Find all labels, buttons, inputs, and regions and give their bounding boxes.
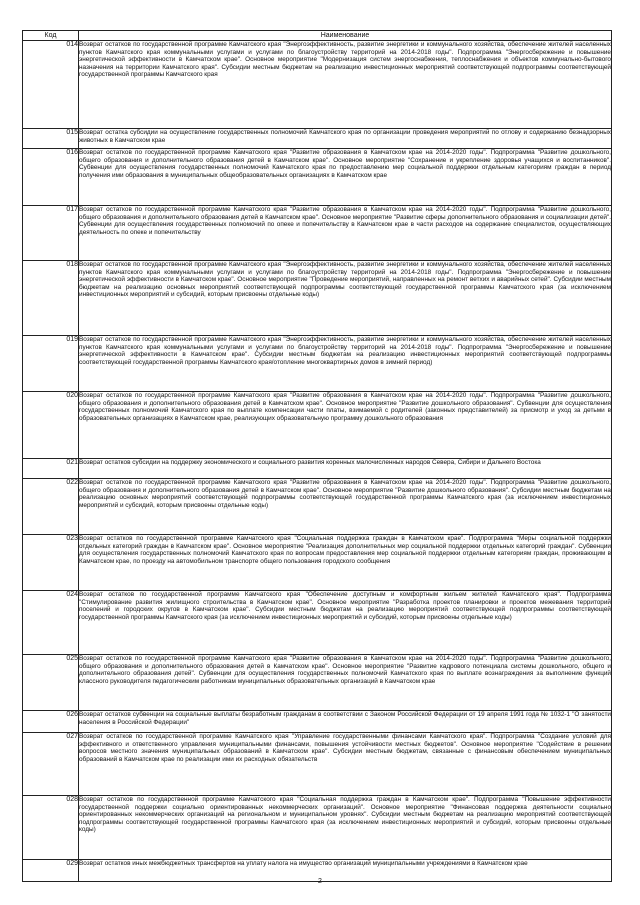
table-row	[23, 535, 612, 591]
row-description: Возврат остатков по государственной программе Камчатского края "Управление государственными финансами Камчатского края". Подпрограмма "Создание условий для эффективного и ответственного управления муниципальными финансами, повышения устойчивости местных бюджетов". Основное мероприятие "Содействие в решении вопросов местного значения муниципальных образований в Камчатском крае". Субсидии местным бюджетам, связанные с финансовым обеспечением муниципальных образований в Камчатском крае по реализации ими их расходных обязательств	[79, 733, 612, 796]
row-description: Возврат остатков по государственной программе Камчатского края "Развитие образования в Камчатском крае на 2014-2020 годы". Подпрограмма "Развитие дошкольного, общего образования и дополнительного образования детей в Камчатском крае". Основное мероприятие "Развитие дошкольного образования". Субсидии местным бюджетам на реализацию основных мероприятий соответствующей подпрограммы соответствующей государственной программы Камчатского края (за исключением инвестиционных мероприятий и субсидий, которым присвоены отдельные коды)	[79, 479, 612, 535]
row-description: Возврат остатков по государственной программе Камчатского края "Развитие образования в Камчатском крае на 2014-2020 годы". Подпрограмма "Развитие дошкольного, общего образования и дополнительного образования детей в Камчатском крае". Основное мероприятие "Развитие сферы дополнительного образования и социализации детей". Субвенции для осуществления государственных полномочий по опеке и попечительству в Камчатском крае в части расходов на содержание специалистов, осуществляющих деятельность по опеке и попечительству	[79, 206, 612, 261]
row-description: Возврат остатков по государственной программе Камчатского края "Энергоэффективность, развитие энергетики и коммунального хозяйства, обеспечение жителей населенных пунктов Камчатского края коммунальными услугами и услугами по благоустройству территорий на 2014-2018 годы". Подпрограмма "Энергосбережение и повышение энергетической эффективности в Камчатском крае". Основное мероприятие "Модернизация систем энергоснабжения, теплоснабжения и объектов коммунально-бытового назначения на территории Камчатского края". Субсидии местным бюджетам на реализацию инвестиционных мероприятий соответствующей подпрограммы соответствующей государственной программы Камчатского края	[79, 41, 612, 129]
row-code: 026	[23, 711, 79, 733]
table-row	[23, 711, 612, 733]
table-row	[23, 129, 612, 149]
row-description: Возврат остатков по государственной программе Камчатского края "Энергоэффективность, развитие энергетики и коммунального хозяйства, обеспечение жителей населенных пунктов Камчатского края коммунальными услугами и услугами по благоустройству территорий на 2014-2018 годы". Подпрограмма "Энергосбережение и повышение энергетической эффективности в Камчатском крае". Основное мероприятие "Проведение мероприятий, направленных на ремонт ветхих и аварийных сетей". Субсидии местным бюджетам на реализацию основных мероприятий соответствующей подпрограммы соответствующей государственной программы Камчатского края (за исключением инвестиционных мероприятий и субсидий, которым присвоены отдельные коды)	[79, 261, 612, 336]
table-row	[23, 149, 612, 206]
row-code: 016	[23, 149, 79, 206]
row-description: Возврат остатков по государственной программе Камчатского края "Развитие образования в Камчатском крае на 2014-2020 годы". Подпрограмма "Развитие дошкольного, общего образования и дополнительного образования детей в Камчатском крае". Основное мероприятие "Сохранение и укрепление здоровья учащихся и воспитанников". Субвенции для осуществления государственных полномочий Камчатского края по предоставлению мер социальной поддержки отдельным категориям граждан в период получения ими образования в муниципальных общеобразовательных организациях в Камчатском крае	[79, 149, 612, 206]
row-code: 029	[23, 860, 79, 882]
row-description: Возврат остатков субсидии на поддержку экономического и социального развития коренных малочисленных народов Севера, Сибири и Дальнего Востока	[79, 459, 612, 479]
row-code: 021	[23, 459, 79, 479]
row-description: Возврат остатков по государственной программе Камчатского края "Развитие образования в Камчатском крае на 2014-2020 годы". Подпрограмма "Развитие дошкольного, общего образования и дополнительного образования детей в Камчатском крае". Основное мероприятие "Развитие кадрового потенциала системы дошкольного, общего и дополнительного образования детей". Субвенции для осуществления государственных полномочий Камчатского края по выплате вознаграждения за выполнение функций классного руководителя педагогическим работникам муниципальных образовательных организаций в Камчатском крае	[79, 655, 612, 711]
row-description: Возврат остатков по государственной программе Камчатского края "Развитие образования в Камчатском крае на 2014-2020 годы". Подпрограмма "Развитие дошкольного, общего образования и дополнительного образования детей в Камчатском крае". Основное мероприятие "Развитие дошкольного образования". Субвенции для осуществления государственных полномочий Камчатского края по выплате компенсации части платы, взимаемой с родителей (законных представителей) за присмотр и уход за детьми в образовательных организациях в Камчатском крае, реализующих образовательную программу дошкольного образования	[79, 392, 612, 459]
row-code: 020	[23, 392, 79, 459]
row-code: 014	[23, 41, 79, 129]
row-code: 017	[23, 206, 79, 261]
row-description: Возврат остатков по государственной программе Камчатского края "Социальная поддержка граждан в Камчатском крае". Подпрограмма "Повышение эффективности государственной поддержки социально ориентированных некоммерческих организаций". Основное мероприятие "Финансовая поддержка деятельности социально ориентированных некоммерческих организаций на региональном и муниципальном уровнях". Субсидии местным бюджетам на реализацию мероприятий соответствующей подпрограммы соответствующей государственной программы Камчатского края (за исключением инвестиционных мероприятий и субсидий, которым присвоены отдельные коды)	[79, 796, 612, 860]
row-description: Возврат остатков по государственной программе Камчатского края "Энергоэффективность, развитие энергетики и коммунального хозяйства, обеспечение жителей населенных пунктов Камчатского края коммунальными услугами и услугами по благоустройству территорий на 2014-2018 годы". Подпрограмма "Энергосбережение и повышение энергетической эффективности в Камчатском крае". Субсидии местным бюджетам на реализацию инвестиционных мероприятий соответствующей подпрограммы соответствующей государственной программы Камчатского края/отопление многоквартирных домов в зимний период)	[79, 336, 612, 392]
row-description: Возврат остатков иных межбюджетных трансфертов на уплату налога на имущество организаций муниципальными учреждениями в Камчатском крае	[79, 860, 612, 882]
table-row	[23, 655, 612, 711]
row-code: 025	[23, 655, 79, 711]
table-header-row	[23, 31, 612, 41]
table-row	[23, 41, 612, 129]
row-code: 022	[23, 479, 79, 535]
table-row	[23, 796, 612, 860]
table-row	[23, 392, 612, 459]
row-code: 018	[23, 261, 79, 336]
table-row	[23, 591, 612, 655]
budget-codes-table	[22, 30, 612, 882]
column-header-name: Наименование	[79, 31, 612, 41]
row-description: Возврат остатков субвенции на социальные выплаты безработным гражданам в соответствии с Законом Российской Федерации от 19 апреля 1991 года № 1032-1 "О занятости населения в Российской Федерации"	[79, 711, 612, 733]
row-description: Возврат остатков по государственной программе Камчатского края "Обеспечение доступным и комфортным жильем жителей Камчатского края". Подпрограмма "Стимулирование развития жилищного строительства в Камчатском крае". Основное мероприятие "Разработка проектов планировки и проектов межевания территорий поселений и городских округов в Камчатском крае". Субсидии местным бюджетам на реализацию мероприятий соответствующей подпрограммы соответствующей государственной программы Камчатского края (за исключением инвестиционных мероприятий и субсидий, которым присвоены отдельные коды)	[79, 591, 612, 655]
table-row	[23, 733, 612, 796]
row-code: 027	[23, 733, 79, 796]
row-description: Возврат остатка субсидии на осуществление государственных полномочий Камчатского края по организации проведения мероприятий по отлову и содержанию безнадзорных животных в Камчатском крае	[79, 129, 612, 149]
page-number: 2	[318, 878, 322, 885]
row-code: 023	[23, 535, 79, 591]
column-header-code: Код	[23, 31, 79, 41]
row-code: 015	[23, 129, 79, 149]
table-row	[23, 206, 612, 261]
table-row	[23, 479, 612, 535]
row-code: 028	[23, 796, 79, 860]
table-row	[23, 336, 612, 392]
row-description: Возврат остатков по государственной программе Камчатского края "Социальная поддержка граждан в Камчатском крае". Подпрограмма "Меры социальной поддержки отдельных категорий граждан в Камчатском крае". Основное мероприятие "Реализация дополнительных мер социальной поддержки отдельных категорий граждан". Субвенции для осуществления государственных полномочий Камчатского края по вопросам предоставления мер социальной поддержки отдельным категориям граждан, проживающим в Камчатском крае, по проезду на автомобильном транспорте общего пользования городского сообщения	[79, 535, 612, 591]
row-code: 019	[23, 336, 79, 392]
table-row	[23, 459, 612, 479]
table-row	[23, 261, 612, 336]
row-code: 024	[23, 591, 79, 655]
